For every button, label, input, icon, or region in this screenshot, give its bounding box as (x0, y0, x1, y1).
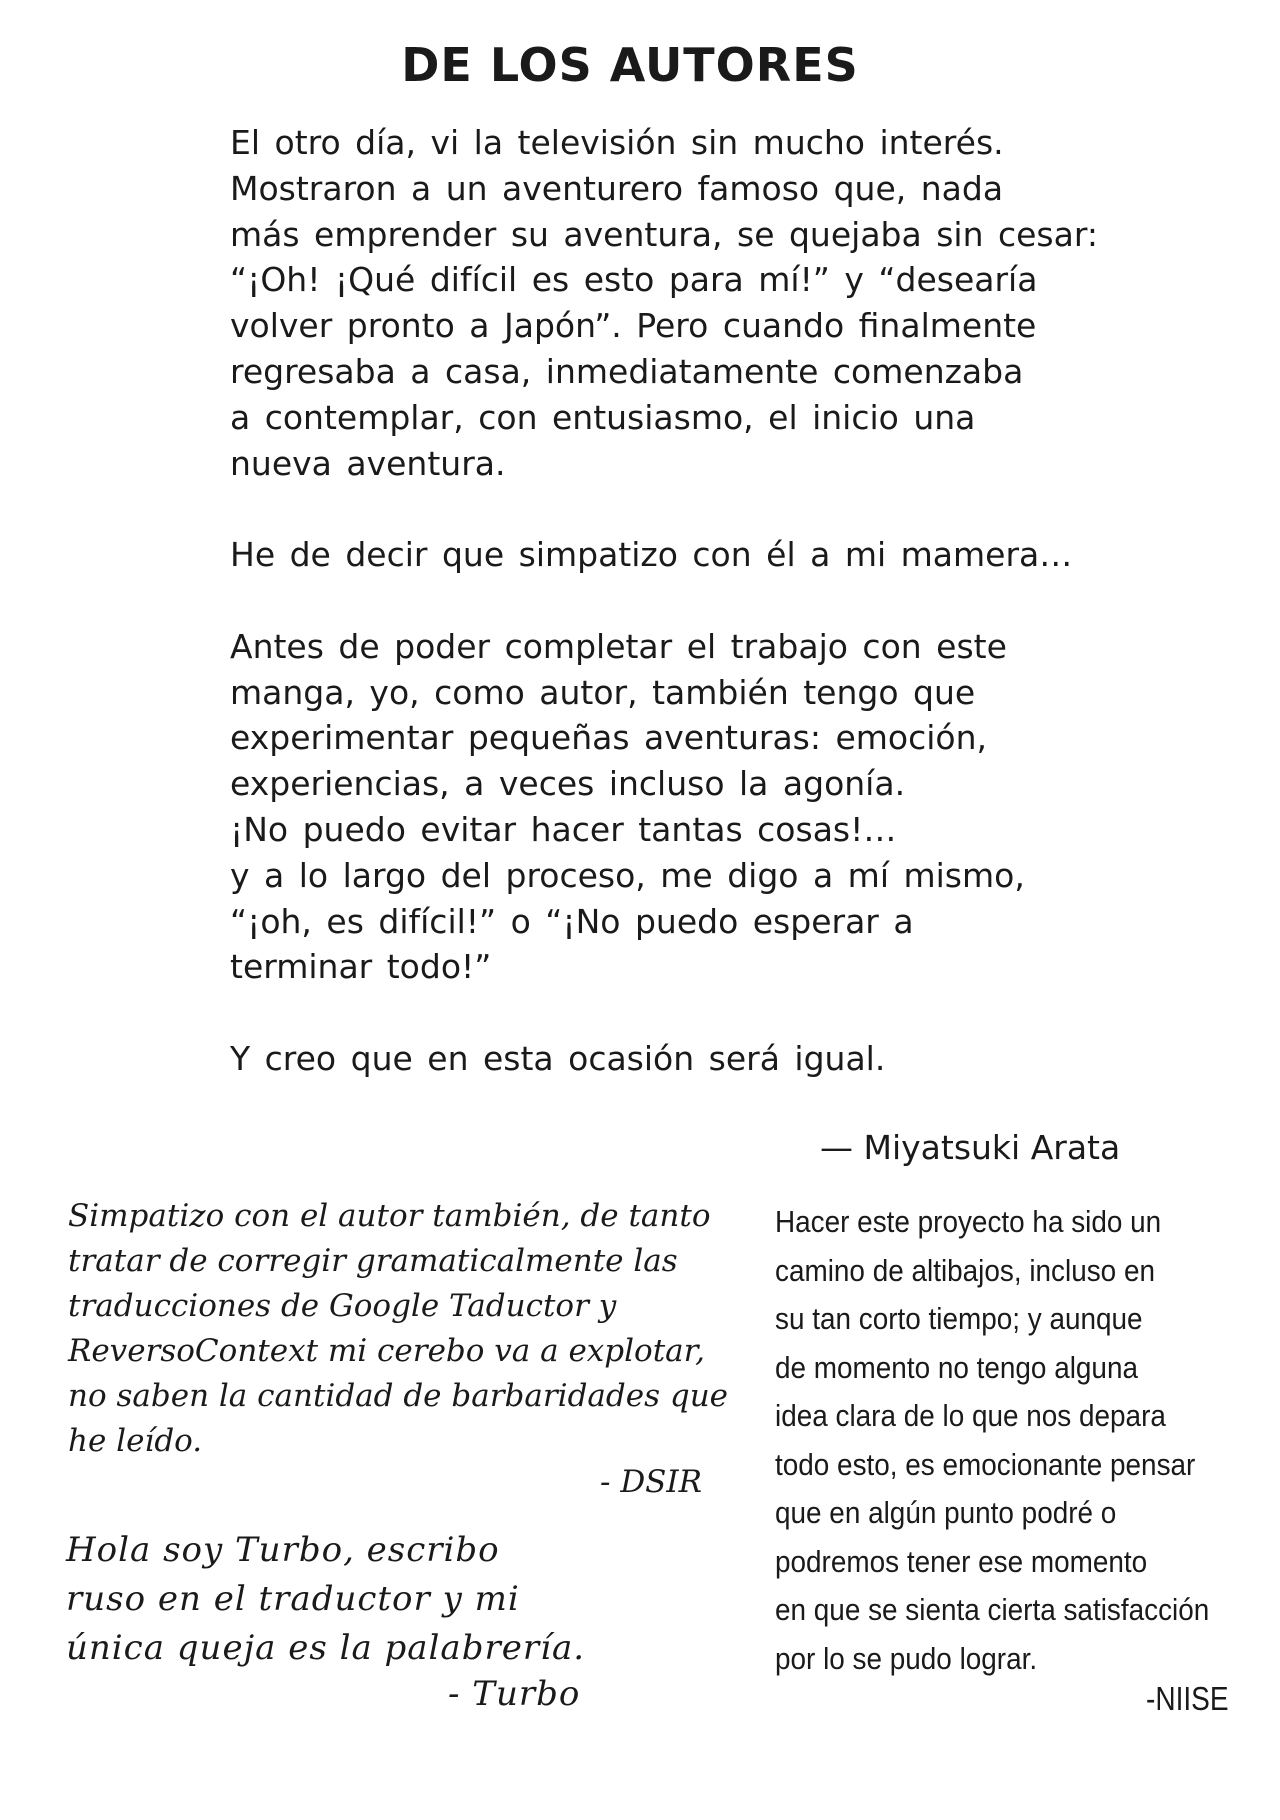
text-line: Hacer este proyecto ha sido un (775, 1204, 1162, 1239)
text-line: “¡Oh! ¡Qué difícil es esto para mí!” y “desearía (230, 260, 1038, 300)
page-title: DE LOS AUTORES (401, 38, 859, 92)
text-line: Mostraron a un aventurero famoso que, nada (230, 168, 1004, 208)
text-line: Y creo que en esta ocasión será igual. (230, 1038, 886, 1078)
author-note-miyatsuki (230, 120, 1230, 1082)
text-line: y a lo largo del proceso, me digo a mí mismo, (230, 855, 1025, 895)
text-line: “¡oh, es difícil!” o “¡No puedo esperar a (230, 901, 914, 941)
text-line: traducciones de Google Taductor y (68, 1288, 617, 1324)
translator-note-niise (775, 1198, 1210, 1683)
signature-dsir: - DSIR (600, 1464, 703, 1500)
signature-niise: -NIISE (1146, 1680, 1229, 1717)
text-line: idea clara de lo que nos depara (775, 1398, 1166, 1433)
text-line: manga, yo, como autor, también tengo que (230, 672, 976, 712)
signature-miyatsuki: — Miyatsuki Arata (820, 1128, 1121, 1167)
text-line: a contemplar, con entusiasmo, el inicio una (230, 397, 976, 437)
text-line: por lo se pudo lograr. (775, 1640, 1038, 1676)
text-line: Simpatizo con el autor también, de tanto (68, 1198, 711, 1234)
text-line: he leído. (68, 1423, 203, 1459)
text-line: nueva aventura. (230, 443, 506, 483)
paragraph-gap (230, 486, 1230, 532)
text-line: ReversoContext mi cerebo va a explotar, (68, 1333, 705, 1369)
paragraph-gap (230, 990, 1230, 1036)
text-line: experimentar pequeñas aventuras: emoción, (230, 718, 988, 758)
text-line: He de decir que simpatizo con él a mi mamera… (230, 535, 1073, 575)
text-line: no saben la cantidad de barbaridades que (68, 1378, 729, 1414)
text-line: ruso en el traductor y mi (66, 1579, 520, 1619)
text-line: camino de altibajos, incluso en (775, 1252, 1155, 1288)
text-line: única queja es la palabrería. (66, 1628, 586, 1668)
signature-turbo: - Turbo (448, 1674, 581, 1714)
text-line: terminar todo!” (230, 947, 492, 987)
paragraph-gap (230, 578, 1230, 624)
text-line: podremos tener ese momento (775, 1543, 1148, 1579)
text-line: El otro día, vi la televisión sin mucho interés. (230, 123, 1004, 162)
text-line: regresaba a casa, inmediatamente comenzaba (230, 351, 1024, 391)
text-line: Hola soy Turbo, escribo (66, 1530, 500, 1570)
text-line: en que se sienta cierta satisfacción (775, 1592, 1210, 1627)
text-line: más emprender su aventura, se quejaba sin cesar: (230, 214, 1098, 254)
text-line: ¡No puedo evitar hacer tantas cosas!… (230, 809, 897, 849)
translator-note-dsir (68, 1194, 728, 1464)
text-line: todo esto, es emocionante pensar (775, 1446, 1196, 1482)
text-line: experiencias, a veces incluso la agonía. (230, 764, 906, 804)
text-line: su tan corto tiempo; y aunque (775, 1301, 1143, 1336)
text-line: volver pronto a Japón”. Pero cuando finalmente (230, 306, 1037, 346)
text-line: Antes de poder completar el trabajo con este (230, 626, 1007, 666)
text-line: que en algún punto podré o (775, 1495, 1117, 1530)
text-line: de momento no tengo alguna (775, 1349, 1138, 1385)
translator-note-turbo (66, 1526, 626, 1673)
text-line: tratar de corregir gramaticalmente las (68, 1243, 678, 1279)
